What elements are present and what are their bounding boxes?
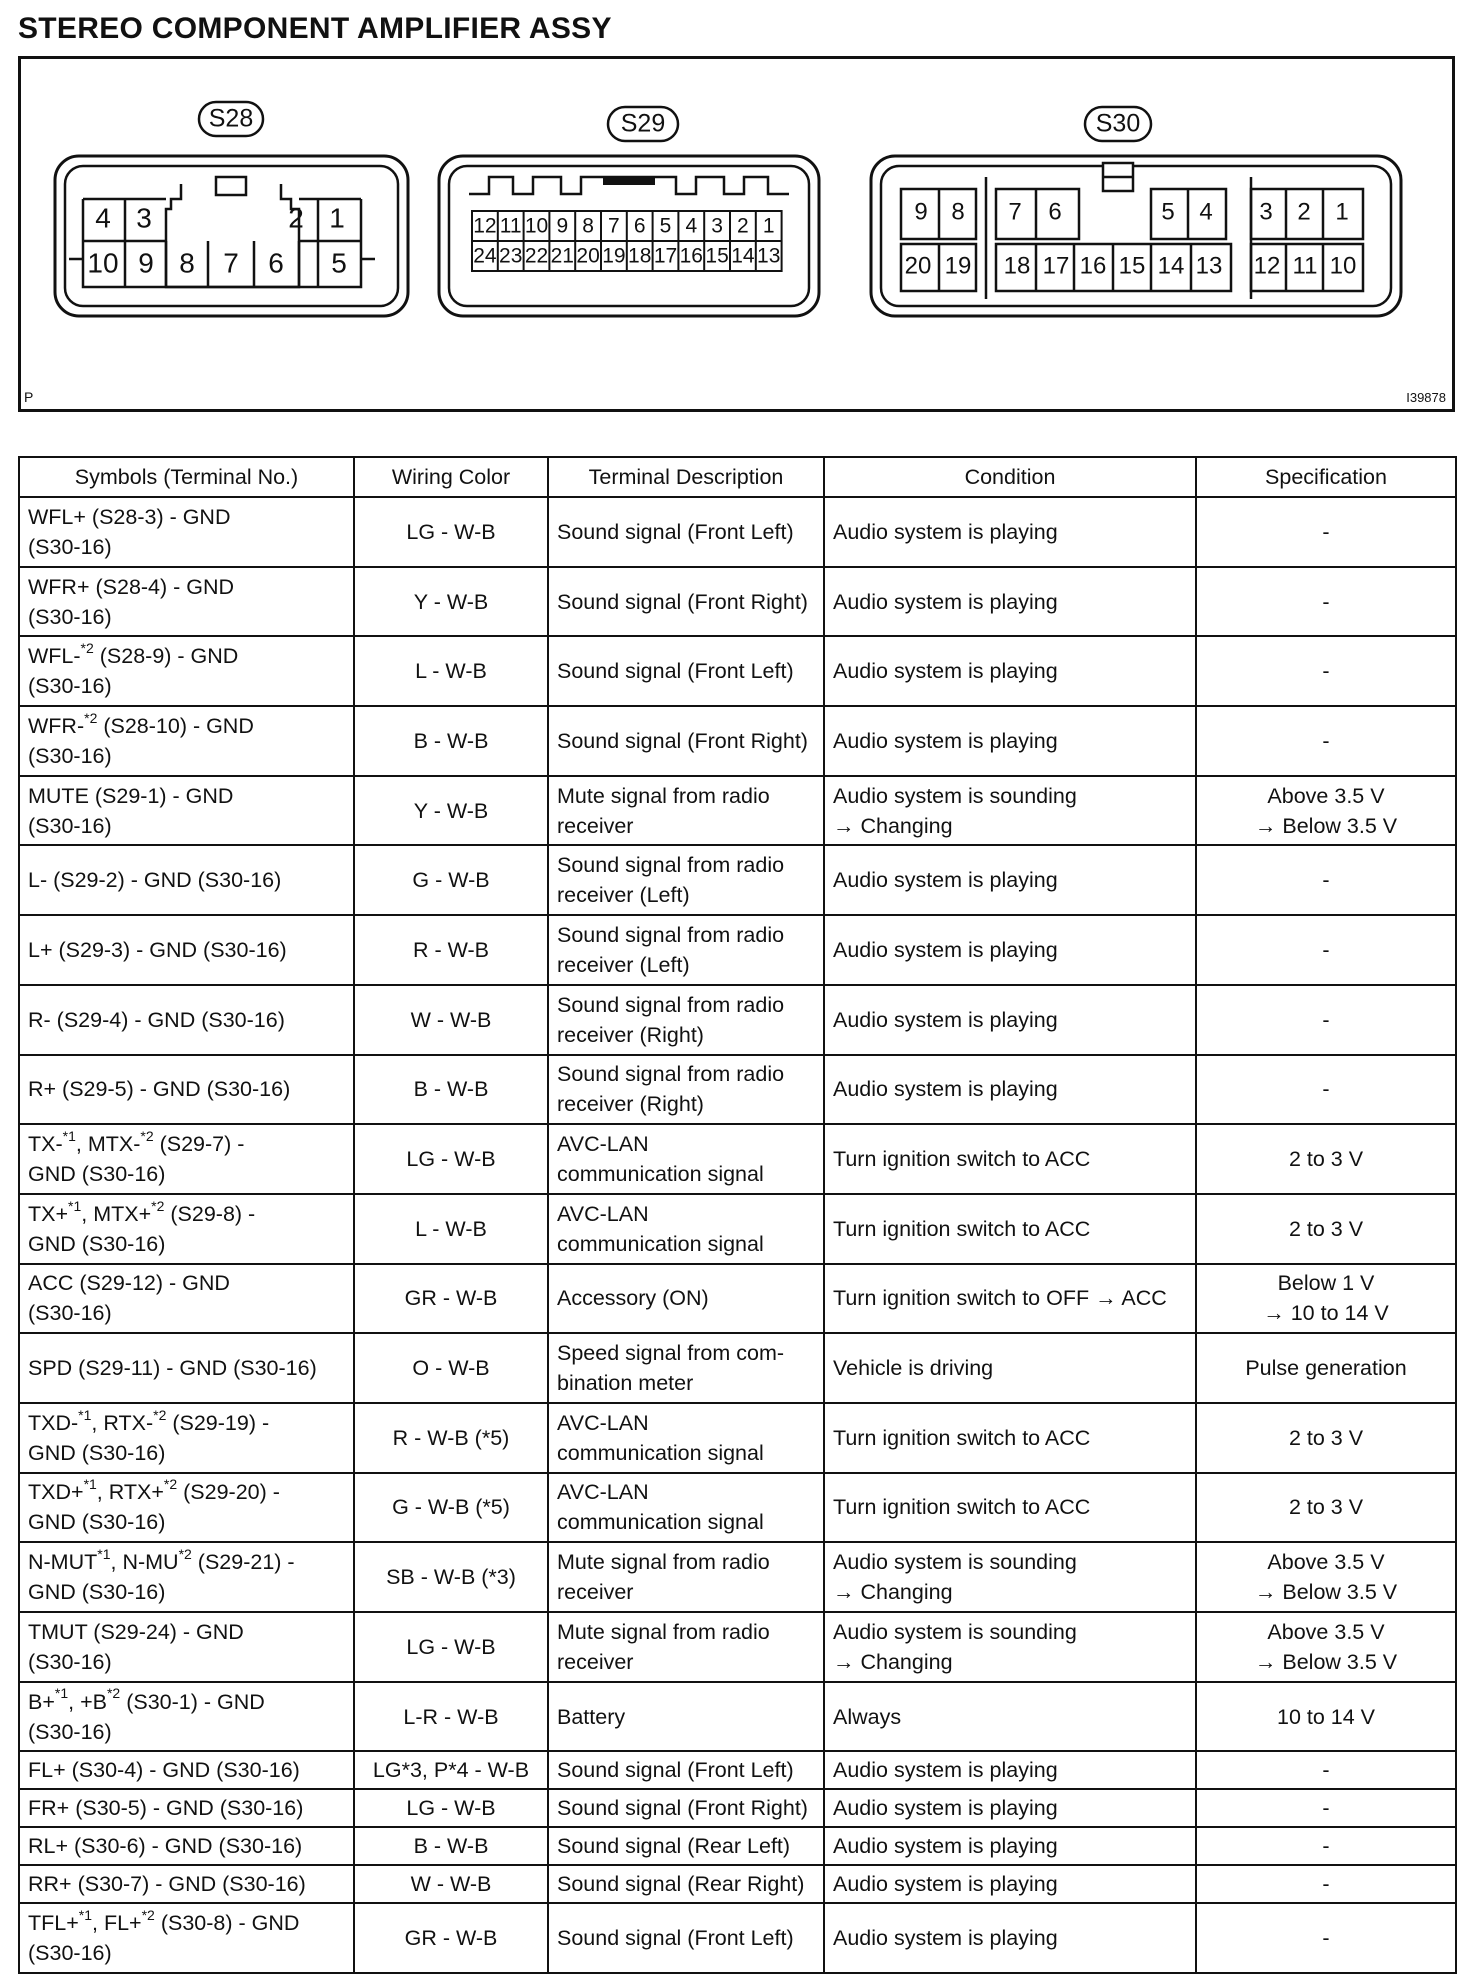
cell-condition: Vehicle is driving [824,1333,1196,1403]
cell-condition: Turn ignition switch to OFF → ACC [824,1264,1196,1334]
cell-wiring-color: LG - W-B [354,1789,548,1827]
pin-number: 4 [685,214,698,238]
cell-symbol: ACC (S29-12) - GND (S30-16) [19,1264,354,1334]
cell-symbol: L- (S29-2) - GND (S30-16) [19,845,354,915]
header-symbols: Symbols (Terminal No.) [19,457,354,497]
cell-wiring-color: Y - W-B [354,776,548,846]
pin-number: 2 [288,202,304,234]
pin-number: 2 [1297,198,1311,226]
table-row [19,845,1456,915]
table-row [19,567,1456,637]
cell-specification: - [1196,636,1456,706]
cell-terminal-description: Sound signal (Front Left) [548,1751,824,1789]
cell-terminal-description: AVC-LAN communication signal [548,1403,824,1473]
cell-condition: Audio system is playing [824,1827,1196,1865]
cell-specification: Pulse generation [1196,1333,1456,1403]
cell-wiring-color: G - W-B (*5) [354,1473,548,1543]
pin-number: 20 [576,244,600,268]
cell-terminal-description: Mute signal from radio receiver [548,1542,824,1612]
cell-terminal-description: Sound signal (Rear Right) [548,1865,824,1903]
cell-condition: Audio system is playing [824,985,1196,1055]
cell-terminal-description: Speed signal from com- bination meter [548,1333,824,1403]
cell-condition: Always [824,1682,1196,1752]
cell-specification: - [1196,567,1456,637]
pin-number: 17 [653,244,678,268]
cell-symbol: TFL+$^{*1}$, FL+$^{*2}$ (S30-8) - GND (S30-16) [19,1903,354,1973]
cell-condition: Audio system is playing [824,845,1196,915]
pin-number: 16 [679,244,703,268]
connector-s29-lock [603,177,655,185]
table-row [19,1903,1456,1973]
cell-specification: - [1196,845,1456,915]
cell-condition: Audio system is sounding → Changing [824,1542,1196,1612]
cell-specification: Above 3.5 V → Below 3.5 V [1196,1612,1456,1682]
cell-condition: Audio system is playing [824,915,1196,985]
pin-number: 24 [473,244,497,268]
table-row [19,497,1456,567]
pin-number: 11 [499,214,522,238]
table-row [19,1473,1456,1543]
pin-number: 21 [550,244,574,268]
cell-symbol: WFL+ (S28-3) - GND (S30-16) [19,497,354,567]
pin-number: 4 [1199,198,1213,226]
cell-wiring-color: LG - W-B [354,1612,548,1682]
pin-number: 15 [1118,252,1146,280]
cell-wiring-color: W - W-B [354,985,548,1055]
table-row [19,1827,1456,1865]
cell-specification: 10 to 14 V [1196,1682,1456,1752]
cell-wiring-color: L-R - W-B [354,1682,548,1752]
cell-specification: - [1196,1751,1456,1789]
cell-symbol: MUTE (S29-1) - GND (S30-16) [19,776,354,846]
pin-number: 10 [524,214,549,238]
pin-number: 9 [138,247,154,279]
cell-terminal-description: AVC-LAN communication signal [548,1124,824,1194]
pin-number: 14 [1157,252,1185,280]
cell-symbol: L+ (S29-3) - GND (S30-16) [19,915,354,985]
pin-number: 18 [628,244,652,268]
connector-label: S29 [620,109,666,138]
cell-specification: 2 to 3 V [1196,1124,1456,1194]
cell-terminal-description: Sound signal from radio receiver (Right) [548,1055,824,1125]
pin-number: 8 [951,198,965,226]
header-terminal-description: Terminal Description [548,457,824,497]
cell-wiring-color: LG - W-B [354,497,548,567]
pin-number: 10 [1329,252,1357,280]
pin-number: 18 [1003,252,1031,280]
cell-symbol: FR+ (S30-5) - GND (S30-16) [19,1789,354,1827]
cell-wiring-color: GR - W-B [354,1903,548,1973]
cell-symbol: B+$^{*1}$, $+B^{*2}$ (S30-1) - GND (S30-16) [19,1682,354,1752]
pin-number: 1 [762,214,775,238]
table-row [19,1612,1456,1682]
pin-number: 8 [582,214,594,238]
cell-terminal-description: Sound signal (Front Left) [548,636,824,706]
cell-specification: - [1196,1055,1456,1125]
pin-number: 3 [1259,198,1273,226]
cell-terminal-description: Battery [548,1682,824,1752]
pin-number: 19 [944,252,972,280]
cell-specification: 2 to 3 V [1196,1194,1456,1264]
table-header-row [19,457,1456,497]
cell-condition: Audio system is playing [824,1865,1196,1903]
cell-wiring-color: B - W-B [354,1827,548,1865]
cell-specification: - [1196,985,1456,1055]
cell-specification: 2 to 3 V [1196,1473,1456,1543]
cell-wiring-color: L - W-B [354,636,548,706]
table-row [19,1751,1456,1789]
pin-number: 12 [473,214,497,238]
cell-specification: Below 1 V → 10 to 14 V [1196,1264,1456,1334]
cell-symbol: WFR-$^{*2}$ (S28-10) - GND (S30-16) [19,706,354,776]
cell-specification: Above 3.5 V → Below 3.5 V [1196,776,1456,846]
pin-number: 3 [711,214,723,238]
cell-condition: Turn ignition switch to ACC [824,1194,1196,1264]
cell-symbol: TXD+$^{*1}$, RTX+$^{*2}$ (S29-20) - GND (S30-16) [19,1473,354,1543]
pin-number: 13 [757,244,781,268]
cell-terminal-description: Sound signal from radio receiver (Left) [548,845,824,915]
cell-wiring-color: LG*3, P*4 - W-B [354,1751,548,1789]
table-row [19,1055,1456,1125]
pin-number: 8 [179,247,195,279]
cell-wiring-color: B - W-B [354,1055,548,1125]
cell-wiring-color: B - W-B [354,706,548,776]
cell-symbol: TMUT (S29-24) - GND (S30-16) [19,1612,354,1682]
table-row [19,1682,1456,1752]
table-row [19,1194,1456,1264]
pin-number: 15 [705,244,729,268]
pin-number: 4 [95,202,111,234]
pin-number: 7 [1008,198,1022,226]
page-title: STEREO COMPONENT AMPLIFIER ASSY [18,12,612,45]
cell-condition: Turn ignition switch to ACC [824,1124,1196,1194]
table-row [19,915,1456,985]
cell-symbol: R+ (S29-5) - GND (S30-16) [19,1055,354,1125]
terminal-spec-table [18,456,1457,1974]
pin-number: 2 [737,214,749,238]
connector-label: S28 [208,104,254,133]
cell-specification: - [1196,706,1456,776]
pin-number: 5 [659,214,672,238]
connector-figure [18,56,1455,412]
cell-terminal-description: Sound signal (Front Left) [548,497,824,567]
cell-wiring-color: G - W-B [354,845,548,915]
cell-wiring-color: LG - W-B [354,1124,548,1194]
cell-condition: Turn ignition switch to ACC [824,1473,1196,1543]
cell-symbol: RR+ (S30-7) - GND (S30-16) [19,1865,354,1903]
table-row [19,1124,1456,1194]
cell-specification: - [1196,1903,1456,1973]
cell-symbol: FL+ (S30-4) - GND (S30-16) [19,1751,354,1789]
cell-condition: Audio system is playing [824,706,1196,776]
figure-id: I39878 [1406,390,1446,405]
pin-number: 17 [1042,252,1070,280]
cell-terminal-description: AVC-LAN communication signal [548,1473,824,1543]
connector-s28-lock [216,177,246,195]
pin-number: 16 [1079,252,1107,280]
table-row [19,1403,1456,1473]
table-row [19,636,1456,706]
cell-specification: 2 to 3 V [1196,1403,1456,1473]
cell-condition: Audio system is playing [824,497,1196,567]
cell-specification: Above 3.5 V → Below 3.5 V [1196,1542,1456,1612]
cell-condition: Audio system is playing [824,1789,1196,1827]
table-row [19,1865,1456,1903]
cell-terminal-description: Mute signal from radio receiver [548,776,824,846]
cell-terminal-description: Sound signal from radio receiver (Right) [548,985,824,1055]
header-specification: Specification [1196,457,1456,497]
table-body [19,497,1456,1973]
cell-wiring-color: L - W-B [354,1194,548,1264]
cell-condition: Audio system is sounding → Changing [824,776,1196,846]
pin-number: 7 [223,247,239,279]
cell-symbol: RL+ (S30-6) - GND (S30-16) [19,1827,354,1865]
table-row [19,1333,1456,1403]
cell-terminal-description: Sound signal (Front Right) [548,706,824,776]
cell-wiring-color: R - W-B (*5) [354,1403,548,1473]
cell-symbol: R- (S29-4) - GND (S30-16) [19,985,354,1055]
pin-number: 3 [136,202,152,234]
pin-number: 13 [1195,252,1223,280]
pin-number: 11 [1292,252,1318,280]
cell-symbol: TX+$^{*1}$, MTX+$^{*2}$ (S29-8) - GND (S30-16) [19,1194,354,1264]
pin-number: 6 [633,214,646,238]
cell-specification: - [1196,1789,1456,1827]
cell-terminal-description: Sound signal (Front Right) [548,1789,824,1827]
cell-symbol: WFL-$^{*2}$ (S28-9) - GND (S30-16) [19,636,354,706]
pin-number: 20 [904,252,932,280]
cell-wiring-color: R - W-B [354,915,548,985]
cell-condition: Audio system is playing [824,636,1196,706]
pin-number: 12 [1253,252,1281,280]
cell-specification: - [1196,915,1456,985]
cell-symbol: SPD (S29-11) - GND (S30-16) [19,1333,354,1403]
cell-condition: Audio system is playing [824,1055,1196,1125]
cell-wiring-color: Y - W-B [354,567,548,637]
cell-symbol: N-MUT$^{*1}$, N-MU$^{*2}$ (S29-21) - GND (S30-16) [19,1542,354,1612]
table-row [19,1789,1456,1827]
cell-condition: Audio system is sounding → Changing [824,1612,1196,1682]
cell-condition: Audio system is playing [824,1903,1196,1973]
pin-number: 14 [731,244,755,268]
pin-number: 6 [268,247,284,279]
cell-condition: Audio system is playing [824,1751,1196,1789]
pin-number: 7 [608,214,620,238]
connector-diagram [21,59,1452,409]
cell-wiring-color: W - W-B [354,1865,548,1903]
cell-symbol: TXD-$^{*1}$, RTX-$^{*2}$ (S29-19) - GND (S30-16) [19,1403,354,1473]
cell-symbol: TX-$^{*1}$, MTX-$^{*2}$ (S29-7) - GND (S30-16) [19,1124,354,1194]
cell-terminal-description: Sound signal (Front Left) [548,1903,824,1973]
cell-terminal-description: Sound signal from radio receiver (Left) [548,915,824,985]
cell-symbol: WFR+ (S28-4) - GND (S30-16) [19,567,354,637]
table-row [19,776,1456,846]
cell-wiring-color: SB - W-B (*3) [354,1542,548,1612]
cell-terminal-description: Accessory (ON) [548,1264,824,1334]
cell-specification: - [1196,497,1456,567]
cell-condition: Audio system is playing [824,567,1196,637]
cell-terminal-description: Sound signal (Rear Left) [548,1827,824,1865]
pin-number: 5 [1161,198,1175,226]
pin-number: 1 [1335,198,1349,226]
pin-number: 23 [499,244,523,268]
connector-label: S30 [1095,109,1141,138]
table-row [19,706,1456,776]
cell-condition: Turn ignition switch to ACC [824,1403,1196,1473]
pin-number: 9 [556,214,569,238]
pin-number: 6 [1048,198,1062,226]
cell-terminal-description: Sound signal (Front Right) [548,567,824,637]
pin-number: 10 [87,247,119,279]
pin-number: 5 [331,247,347,279]
figure-corner-label: P [24,389,34,405]
cell-wiring-color: O - W-B [354,1333,548,1403]
header-condition: Condition [824,457,1196,497]
pin-number: 19 [602,244,626,268]
cell-specification: - [1196,1865,1456,1903]
cell-wiring-color: GR - W-B [354,1264,548,1334]
pin-number: 1 [329,202,345,234]
pin-number: 22 [524,244,549,268]
table-row [19,1264,1456,1334]
header-wiring-color: Wiring Color [354,457,548,497]
pin-number: 9 [914,198,928,226]
table-row [19,985,1456,1055]
cell-terminal-description: AVC-LAN communication signal [548,1194,824,1264]
cell-terminal-description: Mute signal from radio receiver [548,1612,824,1682]
cell-specification: - [1196,1827,1456,1865]
table-row [19,1542,1456,1612]
